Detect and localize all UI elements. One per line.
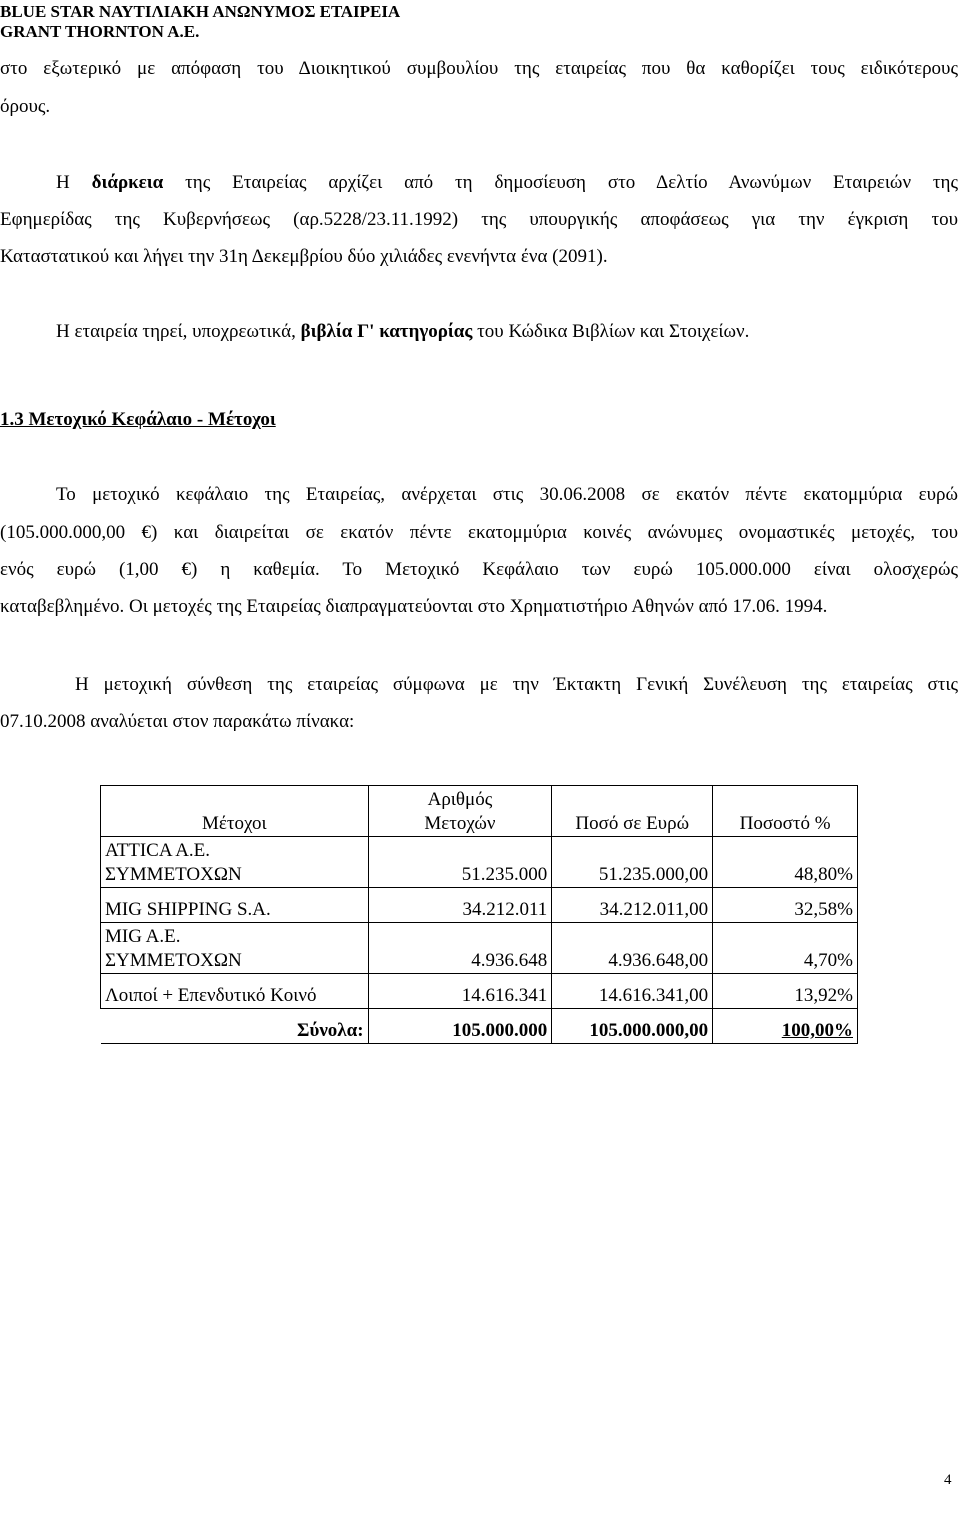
header-auditor: GRANT THORNTON A.E. [0,22,200,41]
table-row [101,974,858,1009]
para4-line3: ενός ευρώ (1,00 €) η καθεμία. Το Μετοχικό Κεφάλαιο των ευρώ 105.000.000 είναι ολοσχερώς [0,559,958,580]
row-name: Λοιποί + Επενδυτικό Κοινό [101,974,369,1009]
header-amount: Ποσό σε Ευρώ [552,786,713,837]
row-percent: 48,80% [713,837,858,888]
totals-amount: 105.000.000,00 [552,1009,713,1044]
shareholders-table [100,785,858,1044]
table-totals-row [101,1009,858,1044]
totals-label: Σύνολα: [101,1009,369,1044]
header-shareholders: Μέτοχοι [101,786,369,837]
row-shares: 14.616.341 [368,974,552,1009]
para5-line1: Η μετοχική σύνθεση της εταιρείας σύμφωνα με την Έκτακτη Γενική Συνέλευση της εταιρείας στις [75,674,958,695]
para1-line2: όρους. [0,96,51,117]
para3: Η εταιρεία τηρεί, υποχρεωτικά, βιβλία Γ' κατηγορίας του Κώδικα Βιβλίων και Στοιχείων. [56,321,750,342]
row-shares: 4.936.648 [368,923,552,974]
header-company: BLUE STAR ΝΑΥΤΙΛΙΑΚΗ ΑΝΩΝΥΜΟΣ ΕΤΑΙΡΕΙΑ [0,2,401,21]
para2-line2: Εφημερίδας της Κυβερνήσεως (αρ.5228/23.11.1992) της υπουργικής αποφάσεως για την έγκριση του [0,209,958,230]
row-name: MIG A.E. ΣΥΜΜΕΤΟΧΩΝ [101,923,369,974]
header-percent: Ποσοστό % [713,786,858,837]
row-percent: 32,58% [713,888,858,923]
row-shares: 51.235.000 [368,837,552,888]
header-num-shares: Αριθμός Μετοχών [368,786,552,837]
para2-line1: Η διάρκεια της Εταιρείας αρχίζει από τη δημοσίευση στο Δελτίο Ανωνύμων Εταιρειών της [56,172,958,193]
para5-line2: 07.10.2008 αναλύεται στον παρακάτω πίνακα: [0,711,355,732]
para4-line4: καταβεβλημένο. Οι μετοχές της Εταιρείας διαπραγματεύονται στο Χρηματιστήριο Αθηνών από 17.06. 1994. [0,596,828,617]
para4-line1: Το μετοχικό κεφάλαιο της Εταιρείας, ανέρχεται στις 30.06.2008 σε εκατόν πέντε εκατομμύρια ευρώ [56,484,958,505]
para1-line1: στο εξωτερικό με απόφαση του Διοικητικού συμβουλίου της εταιρείας που θα καθορίζει τους ειδικότερους [0,58,958,79]
para2-line3: Καταστατικού και λήγει την 31η Δεκεμβρίου δύο χιλιάδες ενενήντα ένα (2091). [0,246,608,267]
table-row [101,923,858,974]
table-row [101,837,858,888]
totals-shares: 105.000.000 [368,1009,552,1044]
row-percent: 4,70% [713,923,858,974]
page-number: 4 [944,1472,952,1488]
totals-percent: 100,00% [713,1009,858,1044]
row-percent: 13,92% [713,974,858,1009]
row-shares: 34.212.011 [368,888,552,923]
row-name: MIG SHIPPING S.A. [101,888,369,923]
row-amount: 14.616.341,00 [552,974,713,1009]
table-row [101,888,858,923]
table-header-row [101,786,858,837]
row-amount: 51.235.000,00 [552,837,713,888]
section-heading: 1.3 Μετοχικό Κεφάλαιο - Μέτοχοι [0,409,276,430]
row-amount: 4.936.648,00 [552,923,713,974]
row-name: ATTICA A.E. ΣΥΜΜΕΤΟΧΩΝ [101,837,369,888]
para4-line2: (105.000.000,00 €) και διαιρείται σε εκατόν πέντε εκατομμύρια κοινές ανώνυμες ονομαστικές μετοχές, του [0,522,958,543]
row-amount: 34.212.011,00 [552,888,713,923]
